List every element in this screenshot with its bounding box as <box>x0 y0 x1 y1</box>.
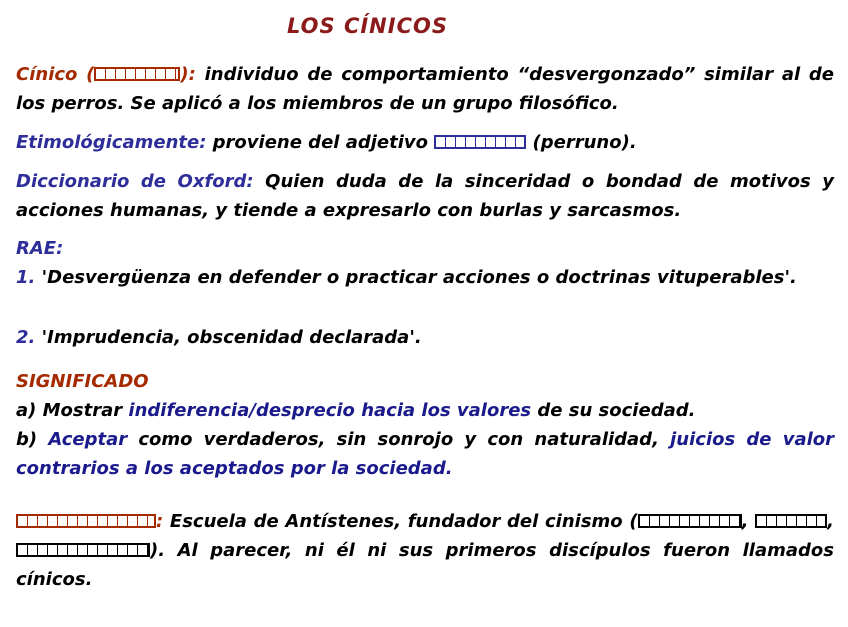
significado-b-highlight-2: juicios de valor contrarios a los aceptados por la sociedad. <box>16 429 834 479</box>
cinico-term-close: ): <box>180 64 196 85</box>
etimologia-text-after: (perruno). <box>526 132 637 153</box>
escuela-colon: : <box>156 511 164 532</box>
rae-label <box>16 234 834 263</box>
etimologia-paragraph <box>16 128 834 157</box>
greek-glyph-placeholder <box>755 514 827 528</box>
greek-glyph-placeholder <box>434 135 526 149</box>
oxford-text: Quien duda de la sinceridad o bondad de motivos y acciones humanas, y tiende a expresarlo con burlas y sarcasmos. <box>16 171 834 221</box>
etimologia-label: Etimológicamente: <box>16 132 207 153</box>
etimologia-text-before: proviene del adjetivo <box>206 132 435 153</box>
escuela-paragraph <box>16 507 834 594</box>
significado-heading <box>16 367 834 396</box>
oxford-label: Diccionario de Oxford: <box>16 171 254 192</box>
escuela-text-2: ). Al parecer, ni él ni sus primeros discípulos fueron llamados cínicos. <box>16 540 834 590</box>
rae-def1-text: 'Desvergüenza en defender o practicar acciones o doctrinas vituperables'. <box>35 267 797 288</box>
greek-glyph-placeholder <box>94 67 180 81</box>
oxford-paragraph <box>16 167 834 225</box>
significado-b <box>16 425 834 483</box>
significado-a <box>16 396 834 425</box>
significado-a-suffix: de su sociedad. <box>531 400 696 421</box>
rae-def2-number: 2. <box>16 327 36 348</box>
escuela-sep-2: , <box>827 511 834 532</box>
rae-definition-1 <box>16 263 834 292</box>
greek-glyph-placeholder <box>16 543 150 557</box>
significado-a-prefix: a) Mostrar <box>16 400 129 421</box>
significado-b-prefix: b) <box>16 429 49 450</box>
page-title: LOS CÍNICOS <box>287 14 448 38</box>
escuela-sep-1: , <box>741 511 749 532</box>
cinico-term: Cínico ( <box>16 64 95 85</box>
greek-glyph-placeholder <box>16 514 156 528</box>
rae-def2-text: 'Imprudencia, obscenidad declarada'. <box>35 327 422 348</box>
greek-glyph-placeholder <box>638 514 742 528</box>
escuela-text-1: Escuela de Antístenes, fundador del cinismo ( <box>163 511 638 532</box>
rae-definition-2 <box>16 323 834 352</box>
cinico-text: individuo de comportamiento “desvergonzado” similar al de los perros. Se aplicó a los miembros de un grupo filosófico. <box>16 64 834 114</box>
rae-label-text: RAE: <box>16 238 64 259</box>
rae-def1-number: 1. <box>16 267 36 288</box>
significado-a-highlight: indiferencia/desprecio hacia los valores <box>128 400 532 421</box>
significado-b-middle: como verdaderos, sin sonrojo y con naturalidad, <box>127 429 671 450</box>
significado-b-highlight-1: Aceptar <box>48 429 128 450</box>
significado-heading-text: SIGNIFICADO <box>16 371 149 392</box>
cinico-definition <box>16 60 834 118</box>
